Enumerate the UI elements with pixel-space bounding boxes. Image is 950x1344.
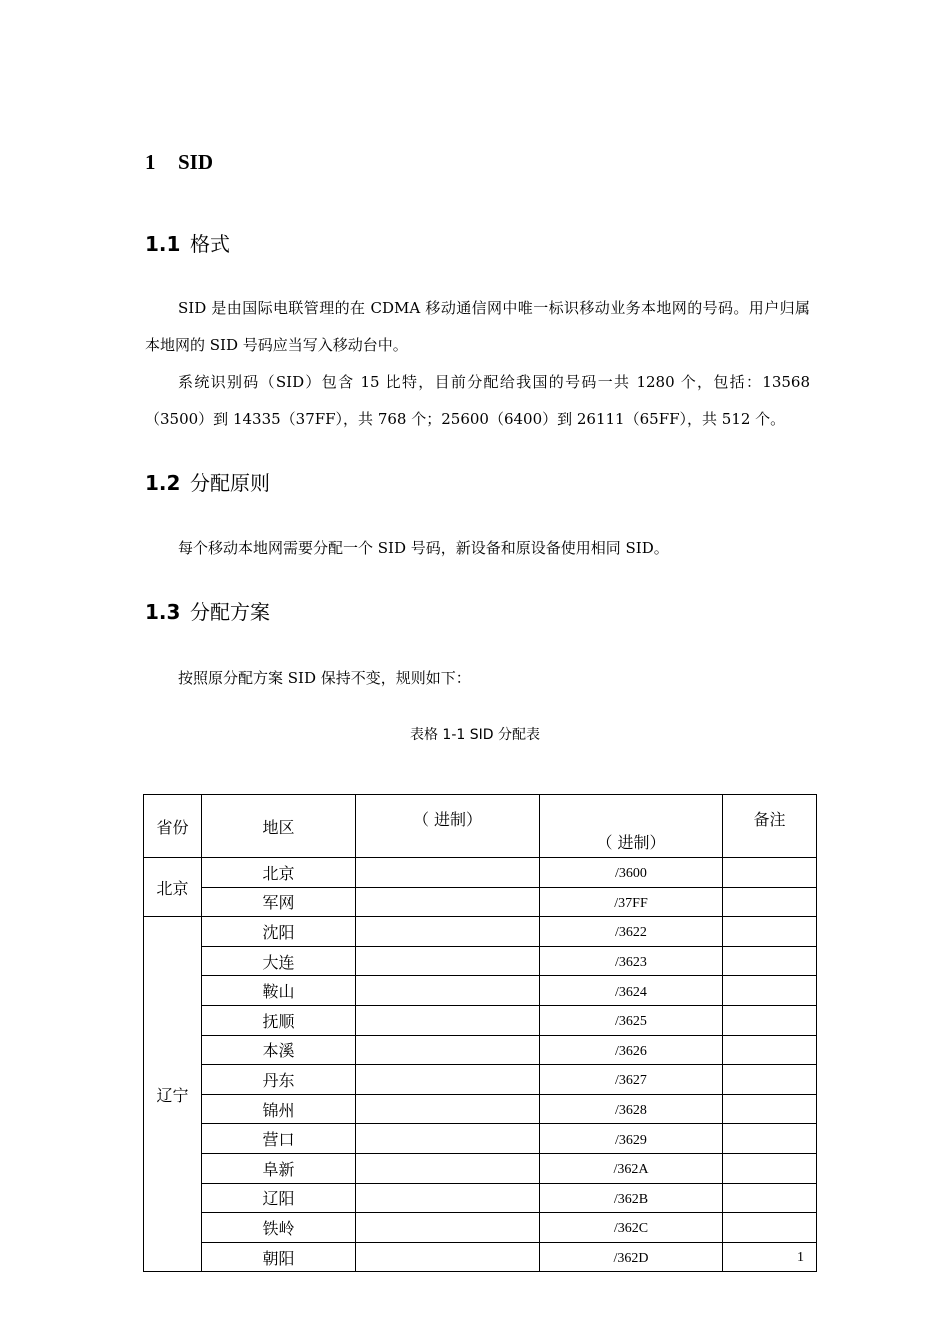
province-cell: 北京	[144, 858, 202, 917]
area-cell: 朝阳	[202, 1242, 356, 1272]
section-1-3-heading	[145, 596, 270, 625]
paragraph-sid-range: 系统识别码（SID）包含 15 比特，目前分配给我国的号码一共 1280 个，包括：13568（3500）到 14335（37FF），共 768 个；25600（6400）到 26111（65FF），共 512 个。	[145, 373, 810, 428]
header-decimal: （ 进制）	[356, 795, 540, 858]
table-row	[144, 1035, 817, 1065]
hex-cell: /362B	[540, 1183, 723, 1213]
area-cell: 北京	[202, 858, 356, 888]
hex-cell: /3600	[540, 858, 723, 888]
section-1-2-number: 1.2	[145, 471, 181, 495]
area-cell: 阜新	[202, 1153, 356, 1183]
note-cell	[723, 1153, 817, 1183]
table-row	[144, 1213, 817, 1243]
decimal-cell	[356, 887, 540, 917]
table-row	[144, 887, 817, 917]
table-row	[144, 1094, 817, 1124]
table-row	[144, 976, 817, 1006]
hex-cell: /3629	[540, 1124, 723, 1154]
decimal-cell	[356, 1094, 540, 1124]
decimal-cell	[356, 858, 540, 888]
table-row	[144, 1183, 817, 1213]
area-cell: 沈阳	[202, 917, 356, 947]
page-number: 1	[797, 1250, 804, 1265]
note-cell	[723, 1005, 817, 1035]
table-header-row	[144, 795, 817, 858]
decimal-cell	[356, 946, 540, 976]
area-cell: 大连	[202, 946, 356, 976]
header-province: 省份	[144, 795, 202, 858]
hex-cell: /362C	[540, 1213, 723, 1243]
decimal-cell	[356, 1124, 540, 1154]
note-cell	[723, 1213, 817, 1243]
table-row	[144, 917, 817, 947]
area-cell: 铁岭	[202, 1213, 356, 1243]
header-area: 地区	[202, 795, 356, 858]
section-1-1-heading	[145, 228, 230, 257]
heading-1-title: SID	[178, 150, 214, 174]
section-1-1-title: 格式	[190, 232, 230, 256]
area-cell: 丹东	[202, 1065, 356, 1095]
area-cell: 本溪	[202, 1035, 356, 1065]
section-1-3-title: 分配方案	[190, 600, 270, 624]
table-caption: 表格 1-1 SID 分配表	[409, 727, 540, 743]
note-cell	[723, 946, 817, 976]
paragraph-allocation-principle: 每个移动本地网需要分配一个 SID 号码，新设备和原设备使用相同 SID。	[178, 539, 669, 557]
table-row	[144, 946, 817, 976]
hex-cell: /362D	[540, 1242, 723, 1272]
section-1-1-number: 1.1	[145, 232, 181, 256]
hex-cell: /3624	[540, 976, 723, 1006]
note-cell	[723, 917, 817, 947]
table-row	[144, 1153, 817, 1183]
area-cell: 营口	[202, 1124, 356, 1154]
province-cell: 辽宁	[144, 917, 202, 1272]
decimal-cell	[356, 917, 540, 947]
decimal-cell	[356, 1065, 540, 1095]
note-cell	[723, 1094, 817, 1124]
note-cell	[723, 1183, 817, 1213]
table-row	[144, 1124, 817, 1154]
decimal-cell	[356, 1183, 540, 1213]
note-cell	[723, 1035, 817, 1065]
area-cell: 辽阳	[202, 1183, 356, 1213]
table-row	[144, 858, 817, 888]
decimal-cell	[356, 1213, 540, 1243]
hex-cell: /3626	[540, 1035, 723, 1065]
decimal-cell	[356, 976, 540, 1006]
decimal-cell	[356, 1153, 540, 1183]
table-row	[144, 1065, 817, 1095]
heading-1-number: 1	[145, 150, 156, 174]
sid-allocation-table	[143, 794, 817, 1272]
hex-cell: /3622	[540, 917, 723, 947]
note-cell	[723, 887, 817, 917]
hex-cell: /362A	[540, 1153, 723, 1183]
note-cell	[723, 858, 817, 888]
section-1-2-heading	[145, 467, 270, 496]
section-1-2-title: 分配原则	[190, 471, 270, 495]
note-cell	[723, 976, 817, 1006]
hex-cell: /3628	[540, 1094, 723, 1124]
decimal-cell	[356, 1005, 540, 1035]
hex-cell: /37FF	[540, 887, 723, 917]
area-cell: 抚顺	[202, 1005, 356, 1035]
note-cell	[723, 1124, 817, 1154]
section-1-3-number: 1.3	[145, 600, 181, 624]
note-cell	[723, 1065, 817, 1095]
area-cell: 鞍山	[202, 976, 356, 1006]
area-cell: 军网	[202, 887, 356, 917]
paragraph-allocation-plan: 按照原分配方案 SID 保持不变，规则如下：	[178, 669, 471, 687]
hex-cell: /3623	[540, 946, 723, 976]
table-row	[144, 1242, 817, 1272]
header-hex: （ 进制）	[540, 795, 723, 858]
header-note: 备注	[723, 795, 817, 858]
decimal-cell	[356, 1242, 540, 1272]
decimal-cell	[356, 1035, 540, 1065]
paragraph-sid-definition: SID 是由国际电联管理的在 CDMA 移动通信网中唯一标识移动业务本地网的号码。用户归属本地网的 SID 号码应当写入移动台中。	[145, 299, 810, 354]
area-cell: 锦州	[202, 1094, 356, 1124]
hex-cell: /3625	[540, 1005, 723, 1035]
heading-1	[145, 150, 213, 175]
hex-cell: /3627	[540, 1065, 723, 1095]
table-row	[144, 1005, 817, 1035]
